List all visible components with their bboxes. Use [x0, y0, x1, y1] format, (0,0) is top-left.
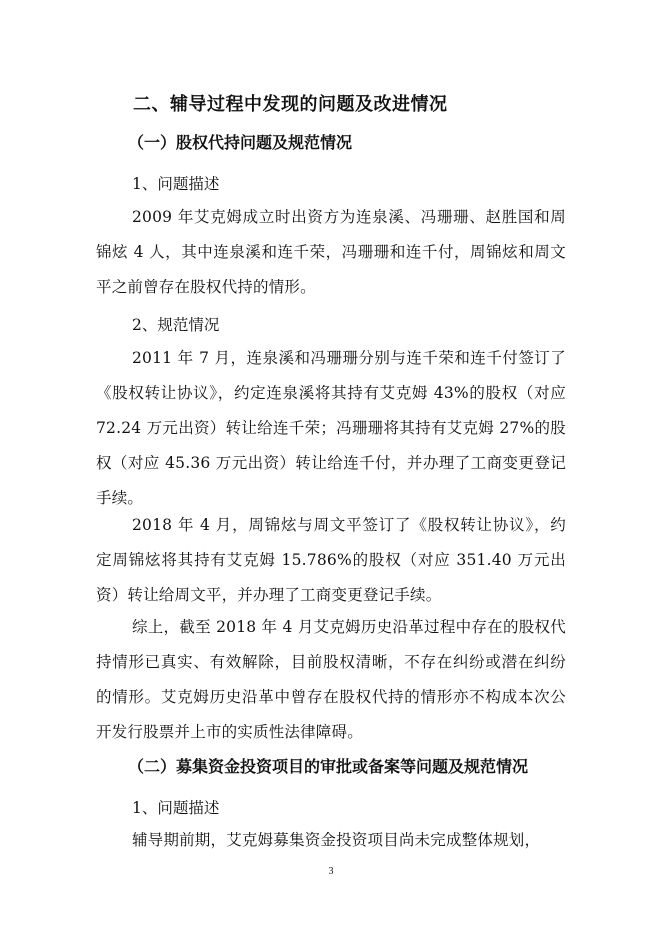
paragraph-history: 2009 年艾克姆成立时出资方为连泉溪、冯珊珊、赵胜国和周锦炫 4 人，其中连泉溪和连千荣，冯珊珊和连千付，周锦炫和周文平之前曾存在股权代持的情形。 [96, 208, 566, 296]
item-heading-problem-2: 1、问题描述 [132, 799, 220, 817]
item-heading-problem-1: 1、问题描述 [132, 175, 220, 193]
subsection-title-1: （一）股权代持问题及规范情况 [128, 133, 353, 152]
paragraph-fundraising: 辅导期前期，艾克姆募集资金投资项目尚未完成整体规划， [132, 831, 541, 849]
page-number: 3 [328, 866, 334, 877]
paragraph-conclusion: 综上，截至 2018 年 4 月艾克姆历史沿革过程中存在的股权代持情形已真实、有效解除，目前股权清晰，不存在纠纷或潜在纠纷的情形。艾克姆历史沿革中曾存在股权代持的情形亦不构成本次公开发行股票并上市的实质性法律障碍。 [96, 618, 566, 741]
paragraph-transfer-2018: 2018 年 4 月，周锦炫与周文平签订了《股权转让协议》，约定周锦炫将其持有艾克姆 15.786%的股权（对应 351.40 万元出资）转让给周文平，并办理了工商变更登记手续。 [96, 516, 566, 604]
subsection-title-2: （二）募集资金投资项目的审批或备案等问题及规范情况 [128, 757, 529, 776]
item-heading-remedy-1: 2、规范情况 [132, 316, 220, 334]
paragraph-transfer-2011: 2011 年 7 月，连泉溪和冯珊珊分别与连千荣和连千付签订了《股权转让协议》，约定连泉溪将其持有艾克姆 43%的股权（对应 72.24 万元出资）转让给连千荣；冯珊珊将其持有艾克姆 27%的股权（对应 45.36 万元出资）转让给连千付，并办理了工商变更登记手续。 [96, 349, 566, 507]
section-heading: 二、辅导过程中发现的问题及改进情况 [133, 94, 448, 115]
